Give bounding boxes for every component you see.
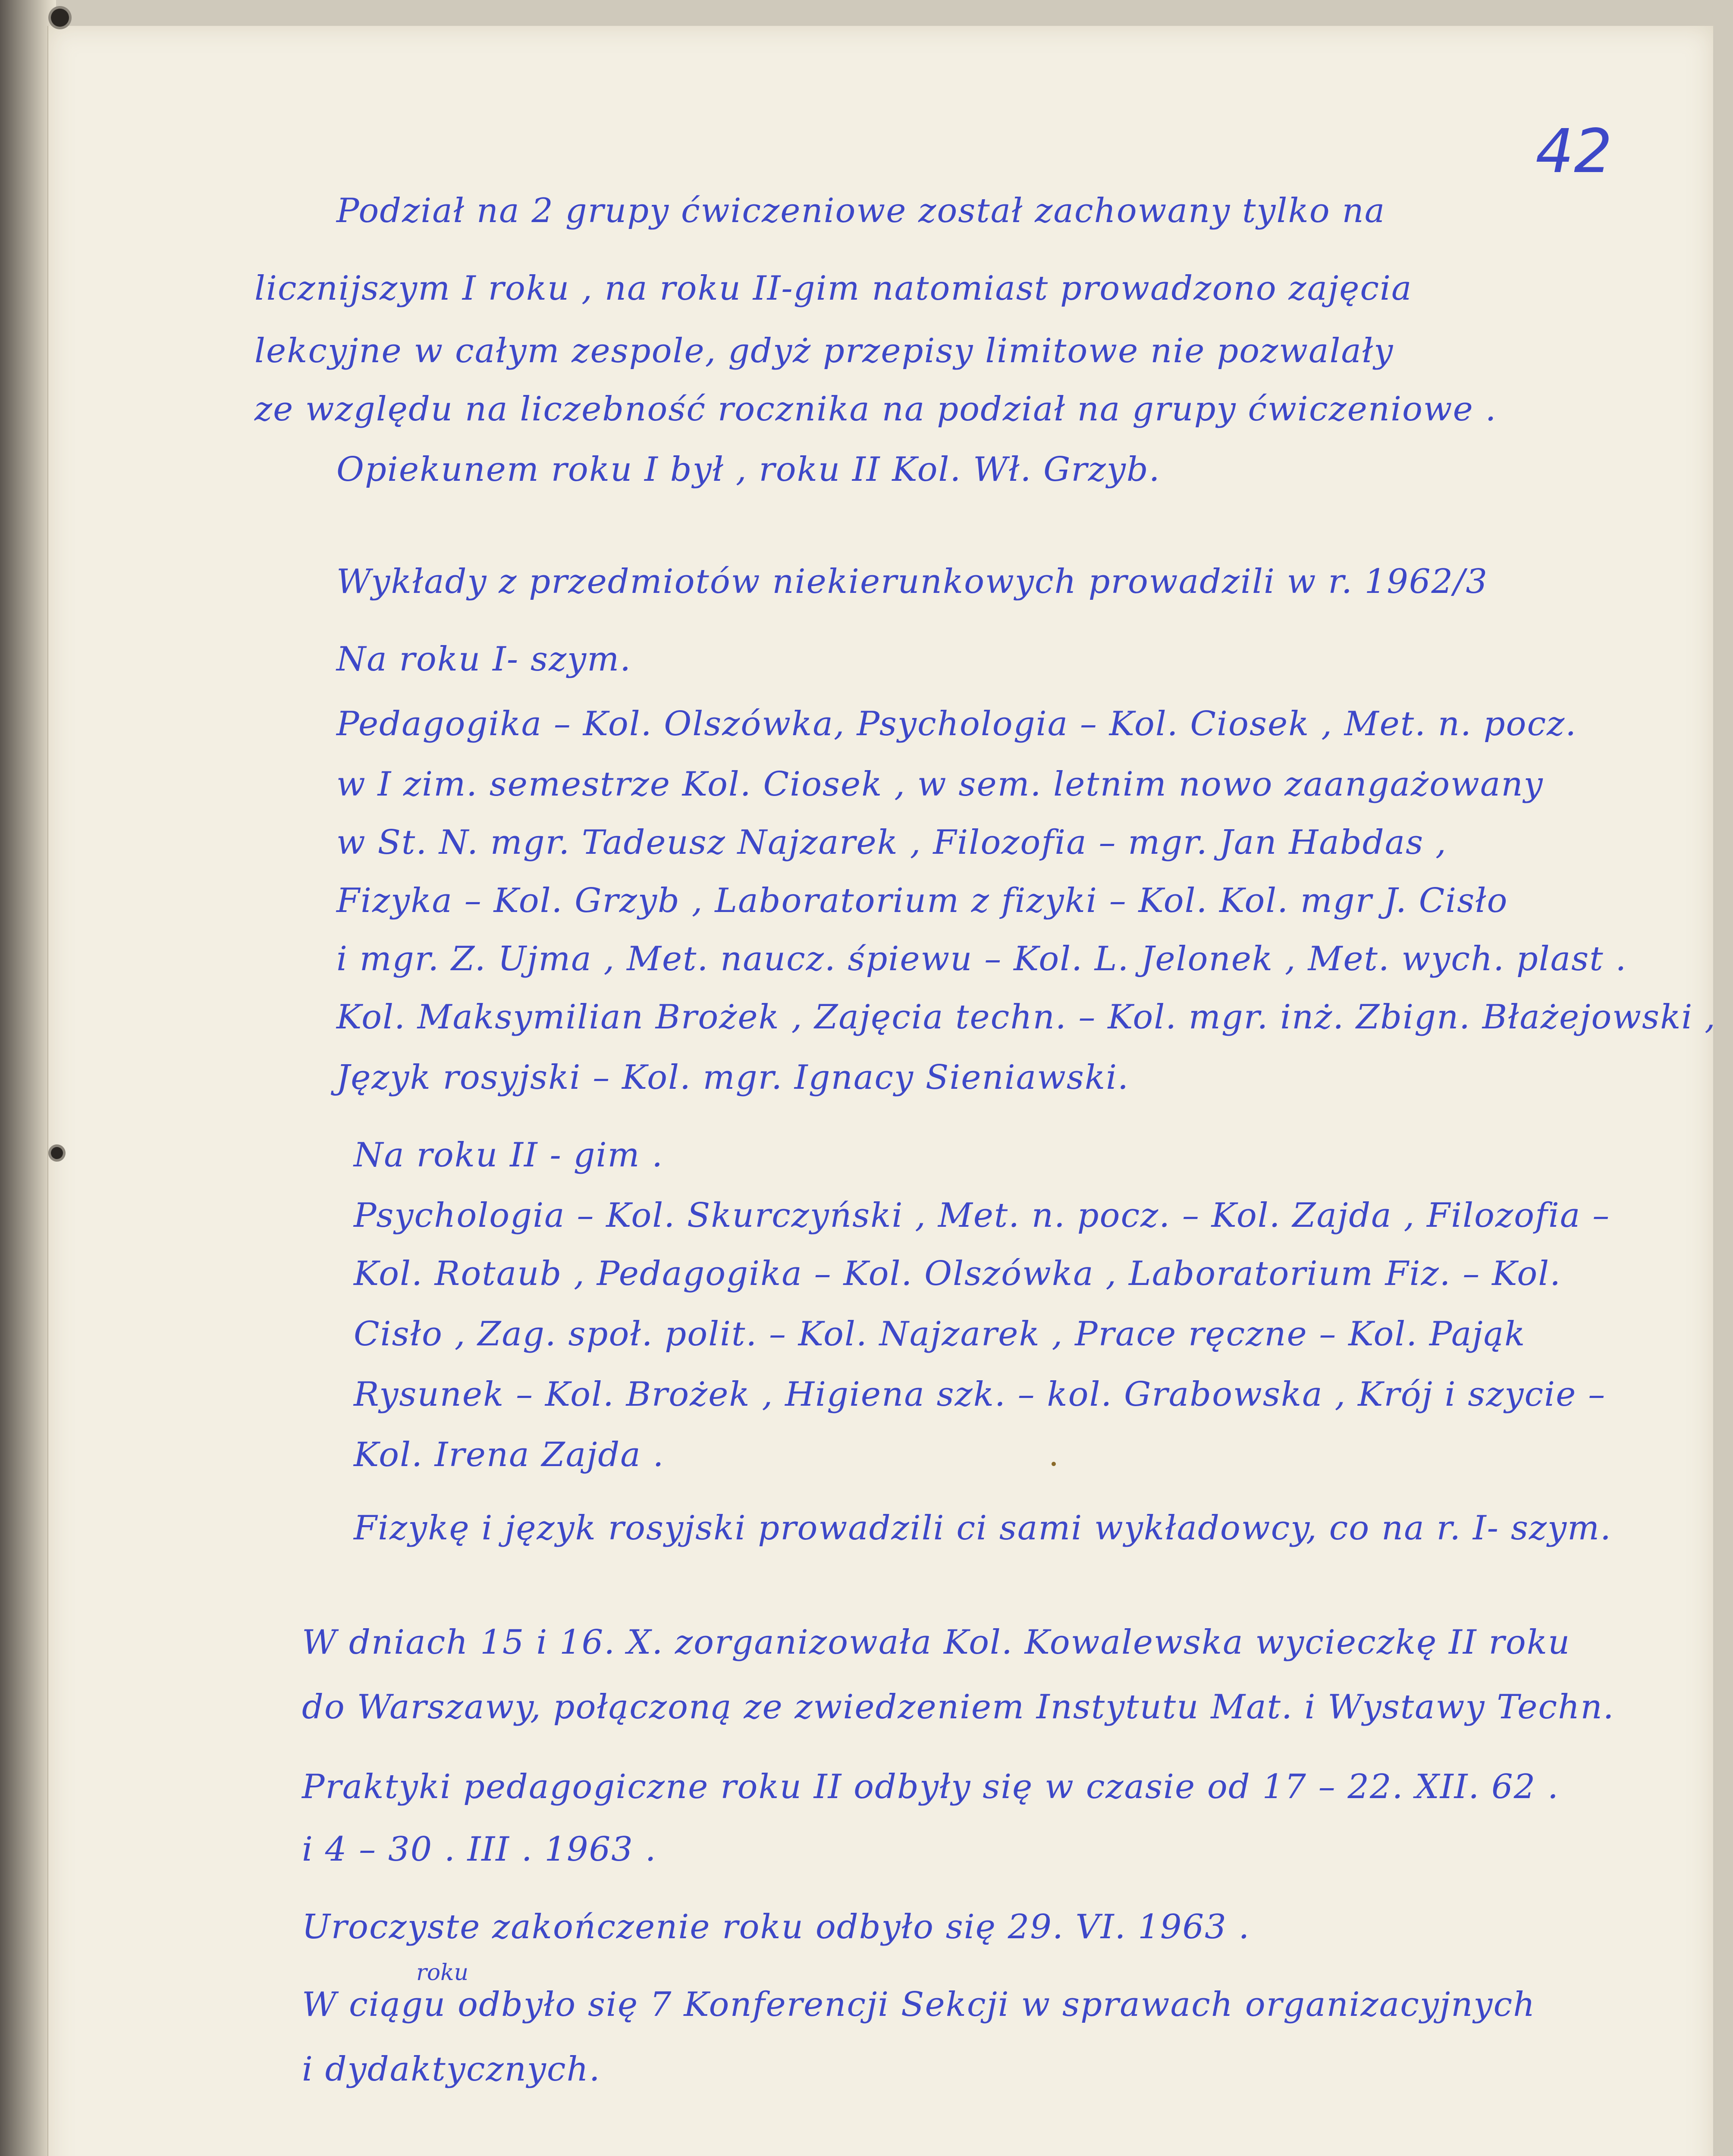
- binding-hole: [51, 1147, 63, 1159]
- handwritten-line: Język rosyjski – Kol. mgr. Ignacy Sieniawski.: [336, 1058, 1129, 1097]
- handwritten-line: Fizyka – Kol. Grzyb , Laboratorium z fizyki – Kol. Kol. mgr J. Cisło: [336, 881, 1508, 920]
- page-number: 42: [1535, 116, 1613, 187]
- handwritten-line: Kol. Maksymilian Brożek , Zajęcia techn. – Kol. mgr. inż. Zbign. Błażejowski ,: [336, 998, 1716, 1037]
- handwritten-line: W ciągu odbyło się 7 Konferencji Sekcji w sprawach organizacyjnych: [302, 1985, 1536, 2024]
- handwritten-line: ze względu na liczebność rocznika na podział na grupy ćwiczeniowe .: [254, 390, 1497, 429]
- handwritten-line: i 4 – 30 . III . 1963 .: [302, 1830, 657, 1869]
- handwritten-line: Uroczyste zakończenie roku odbyło się 29. VI. 1963 .: [302, 1908, 1250, 1946]
- handwritten-line: Rysunek – Kol. Brożek , Higiena szk. – kol. Grabowska , Krój i szycie –: [354, 1375, 1606, 1414]
- handwritten-line: Podział na 2 grupy ćwiczeniowe został zachowany tylko na: [336, 191, 1386, 230]
- handwritten-line: Cisło , Zag. społ. polit. – Kol. Najzarek , Prace ręczne – Kol. Pająk: [354, 1315, 1526, 1354]
- handwritten-line: lekcyjne w całym zespole, gdyż przepisy limitowe nie pozwalały: [254, 332, 1394, 370]
- handwritten-line: w St. N. mgr. Tadeusz Najzarek , Filozofia – mgr. Jan Habdas ,: [336, 823, 1447, 862]
- handwritten-line: Kol. Rotaub , Pedagogika – Kol. Olszówka , Laboratorium Fiz. – Kol.: [354, 1254, 1561, 1293]
- handwritten-line: do Warszawy, połączoną ze zwiedzeniem Instytutu Mat. i Wystawy Techn.: [302, 1688, 1615, 1727]
- binding-hole: [51, 9, 69, 27]
- handwritten-line: i dydaktycznych.: [302, 2050, 601, 2089]
- handwritten-line: Na roku I- szym.: [336, 640, 631, 679]
- handwritten-line: w I zim. semestrze Kol. Ciosek , w sem. letnim nowo zaangażowany: [336, 765, 1544, 804]
- handwritten-line: Praktyki pedagogiczne roku II odbyły się w czasie od 17 – 22. XII. 62 .: [302, 1767, 1559, 1806]
- handwritten-line: W dniach 15 i 16. X. zorganizowała Kol. Kowalewska wycieczkę II roku: [302, 1623, 1571, 1662]
- handwritten-line: Na roku II - gim .: [354, 1136, 664, 1175]
- handwritten-line: Pedagogika – Kol. Olszówka, Psychologia – Kol. Ciosek , Met. n. pocz.: [336, 705, 1577, 743]
- handwritten-line: i mgr. Z. Ujma , Met. naucz. śpiewu – Kol. L. Jelonek , Met. wych. plast .: [336, 940, 1627, 978]
- handwritten-line: Opiekunem roku I był , roku II Kol. Wł. Grzyb.: [336, 450, 1161, 489]
- interlinear-insertion: roku: [416, 1960, 469, 1986]
- handwritten-line: licznijszym I roku , na roku II-gim natomiast prowadzono zajęcia: [254, 269, 1413, 308]
- handwritten-line: Kol. Irena Zajda .: [354, 1435, 665, 1474]
- ink-speck: [1052, 1462, 1056, 1466]
- handwritten-line: Fizykę i język rosyjski prowadzili ci sami wykładowcy, co na r. I- szym.: [354, 1509, 1612, 1548]
- handwritten-line: Psychologia – Kol. Skurczyński , Met. n. pocz. – Kol. Zajda , Filozofia –: [354, 1196, 1611, 1235]
- handwritten-line: Wykłady z przedmiotów niekierunkowych prowadzili w r. 1962/3: [336, 562, 1488, 601]
